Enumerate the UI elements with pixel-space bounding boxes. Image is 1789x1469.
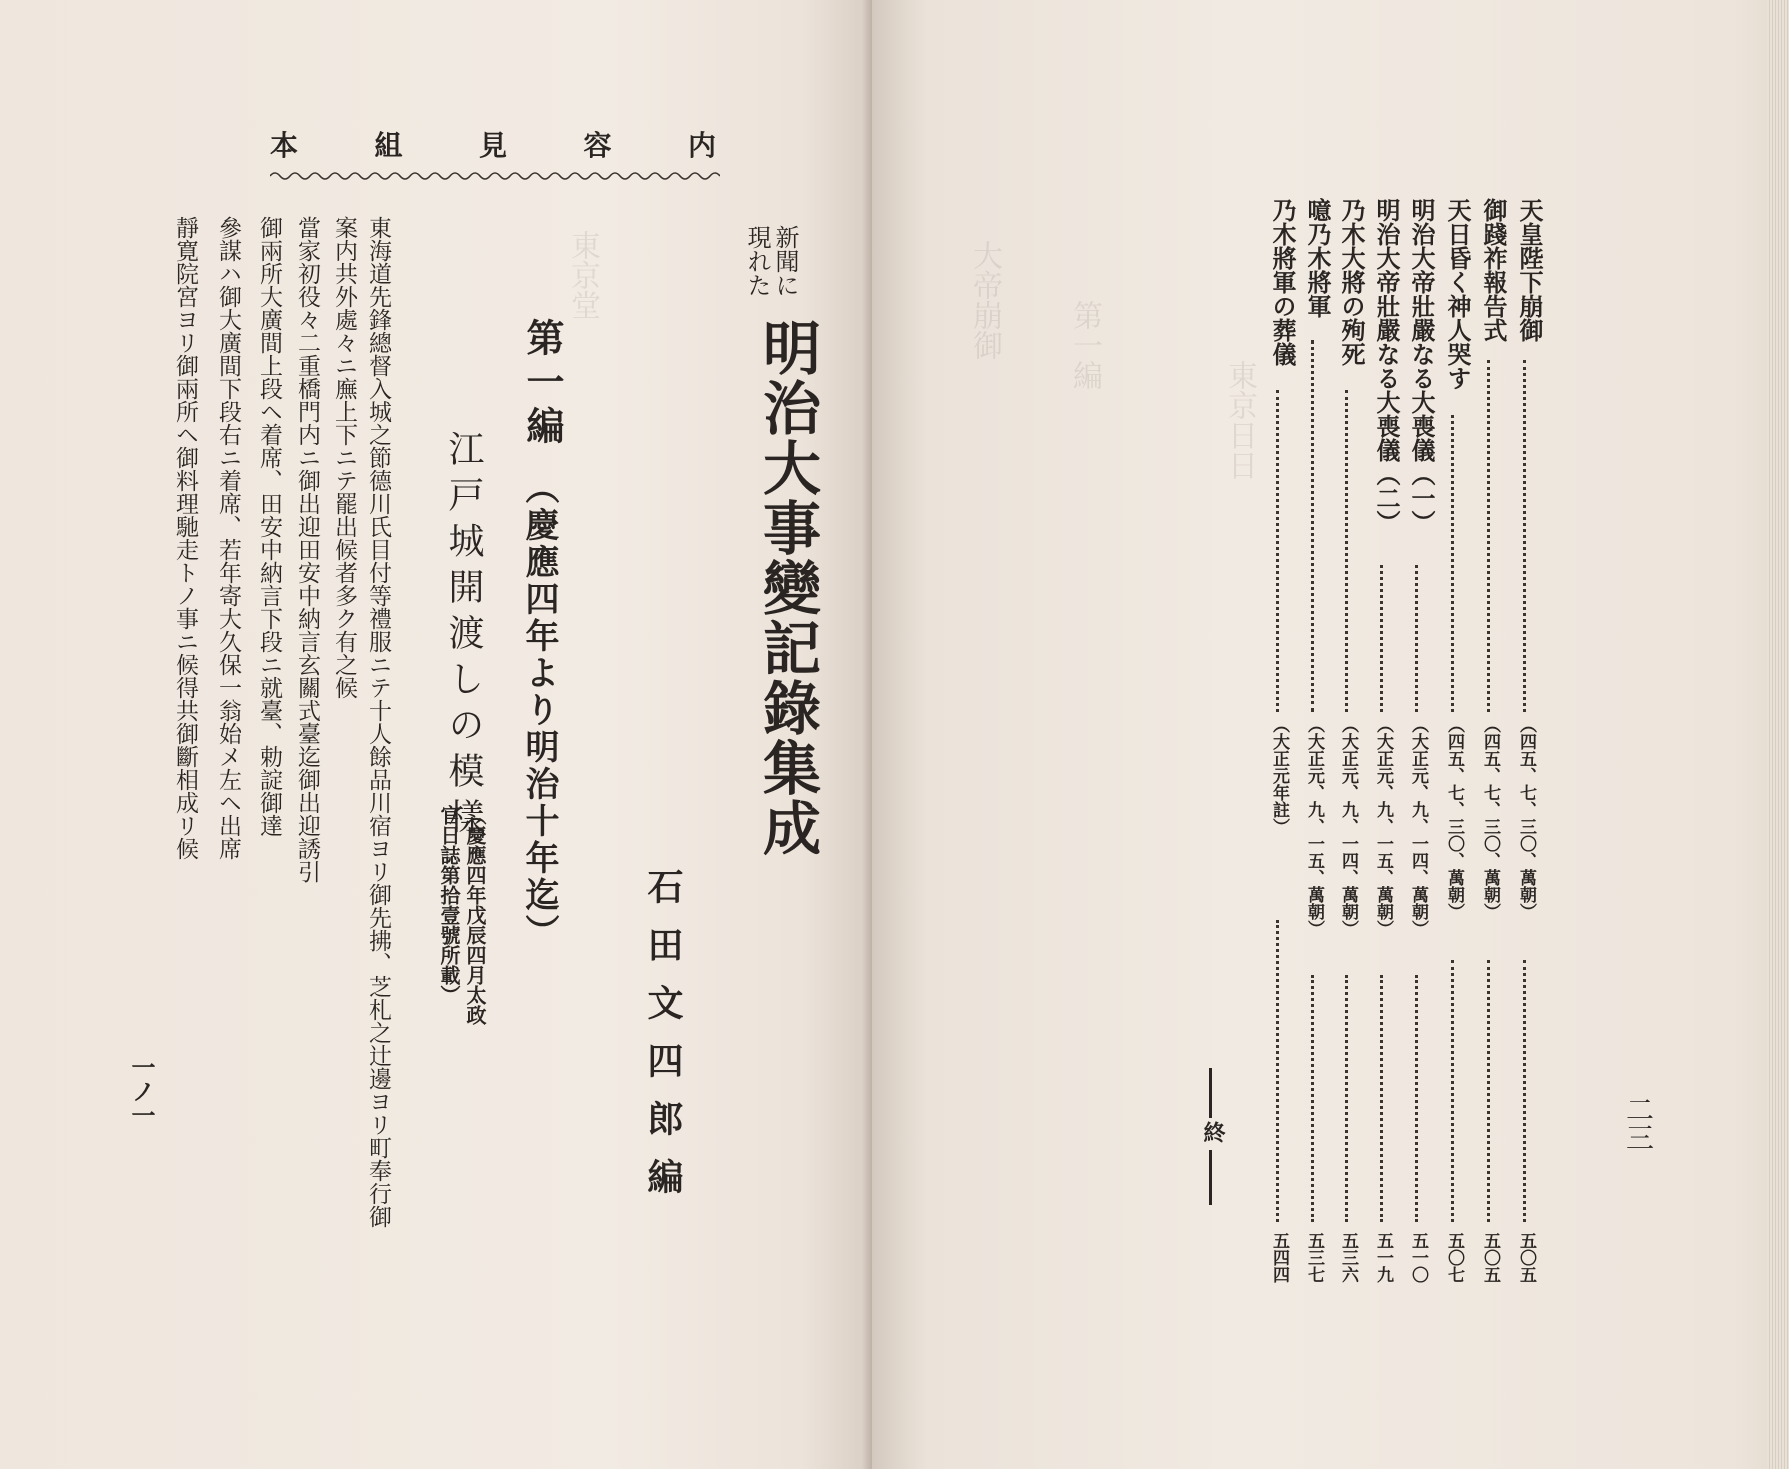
toc-leader	[1451, 415, 1458, 712]
toc-date-5: （大正元、九、一五、萬朝）	[1373, 716, 1393, 937]
toc-date-6: （大正元、九、一四、萬朝）	[1338, 716, 1358, 937]
source-note-1: （慶應四年戊辰四月太政	[463, 805, 487, 1025]
toc-date-1: （四五、七、三〇、萬朝）	[1516, 716, 1536, 920]
toc-title-5: 明治大帝壯嚴なる大喪儀（二）	[1372, 198, 1401, 534]
body-line-5: 參謀ハ御大廣間下段右ニ着席、若年寄大久保一翁始メ左ヘ出席	[215, 216, 241, 860]
toc-title-7: 噫乃木將軍	[1303, 198, 1332, 318]
end-mark-line-bottom	[1209, 1150, 1212, 1205]
header-char: 見	[478, 129, 511, 162]
toc-leader	[1487, 360, 1494, 712]
end-mark: 終	[1200, 1121, 1226, 1143]
toc-leader	[1380, 975, 1387, 1222]
body-line-3: 當家初役々二重橋門内ニ御出迎田安中納言玄關式臺迄御出迎誘引	[294, 216, 320, 883]
bleed-through-text: 東京日日	[1222, 360, 1257, 480]
header-char: 組	[374, 129, 407, 162]
newspaper-note-1: 新聞に	[771, 225, 799, 297]
right-page	[872, 0, 1789, 1469]
toc-leader	[1276, 920, 1283, 1222]
bleed-through-text: 第一編	[1067, 300, 1102, 390]
toc-title-8: 乃木將軍の葬儀	[1268, 198, 1297, 366]
header-char: 容	[583, 129, 616, 162]
toc-leader	[1523, 960, 1530, 1222]
toc-date-3: （四五、七、三〇、萬朝）	[1444, 716, 1464, 920]
toc-page-2: 五〇五	[1480, 1232, 1500, 1283]
toc-page-4: 五一〇	[1408, 1232, 1428, 1283]
body-line-1: 東海道先鋒總督入城之節德川氏目付等禮服ニテ十人餘品川宿ヨリ御先拂、芝札之辻邊ヨリ町奉行御	[365, 216, 391, 1228]
header-text	[270, 124, 720, 172]
toc-page-7: 五三七	[1304, 1232, 1324, 1283]
wavy-rule	[270, 170, 720, 182]
source-note-2: 官日誌第拾壹號所載）	[437, 805, 461, 1005]
toc-title-2: 御踐祚報告式	[1479, 198, 1508, 342]
page-edge	[1767, 0, 1789, 1469]
book-title: 明治大事變記錄集成	[753, 318, 821, 858]
toc-date-7: （大正元、九、一五、萬朝）	[1304, 716, 1324, 937]
toc-page-1: 五〇五	[1516, 1232, 1536, 1283]
toc-leader	[1523, 360, 1530, 712]
toc-page-3: 五〇七	[1444, 1232, 1464, 1283]
toc-page-5: 五一九	[1373, 1232, 1393, 1283]
toc-page-6: 五三六	[1338, 1232, 1358, 1283]
toc-page-8: 五四四	[1269, 1232, 1289, 1283]
toc-date-2: （四五、七、三〇、萬朝）	[1480, 716, 1500, 920]
section-title: 江戸城開渡しの模樣	[443, 430, 484, 844]
bleed-through-text: 大帝崩御	[967, 240, 1002, 360]
bleed-through-text: 東京堂	[565, 230, 600, 320]
end-mark-line-top	[1209, 1068, 1212, 1118]
toc-leader	[1276, 390, 1283, 712]
author: 石田文四郎編	[642, 868, 684, 1216]
toc-leader	[1415, 975, 1422, 1222]
toc-date-4: （大正元、九、一四、萬朝）	[1408, 716, 1428, 937]
body-line-6: 靜寛院宮ヨリ御兩所ヘ御料理馳走トノ事ニ候得共御斷相成リ候	[172, 216, 198, 860]
toc-title-1: 天皇陛下崩御	[1515, 198, 1544, 342]
toc-leader	[1345, 975, 1352, 1222]
toc-leader	[1311, 340, 1318, 712]
toc-leader	[1487, 960, 1494, 1222]
page-number-left: 一ノ一	[127, 1055, 156, 1127]
toc-leader	[1415, 565, 1422, 712]
newspaper-note-2: 現れた	[743, 225, 771, 297]
left-page	[0, 0, 872, 1469]
volume-title: 第一編	[520, 318, 565, 450]
toc-title-3: 天日昏く神人哭す	[1443, 198, 1472, 390]
toc-leader	[1311, 975, 1318, 1222]
header-char: 内	[687, 129, 720, 162]
volume-period: （慶應四年より明治十年迄）	[519, 470, 559, 951]
body-line-2: 案内共外處々ニ廡上下ニテ罷出候者多ク有之候	[331, 216, 357, 699]
toc-title-4: 明治大帝壯嚴なる大喪儀（一）	[1407, 198, 1436, 534]
toc-title-6: 乃木大將の殉死	[1337, 198, 1366, 366]
header-char: 本	[270, 129, 303, 162]
page-header	[270, 124, 720, 180]
toc-leader	[1380, 565, 1387, 712]
toc-date-8: （大正元年註）	[1269, 716, 1289, 835]
toc-leader	[1345, 390, 1352, 712]
body-line-4: 御兩所大廣間上段ヘ着席、田安中納言下段ニ就臺、勅諚御達	[256, 216, 282, 837]
page-number-right: 二三	[1622, 1095, 1655, 1151]
toc-leader	[1451, 960, 1458, 1222]
